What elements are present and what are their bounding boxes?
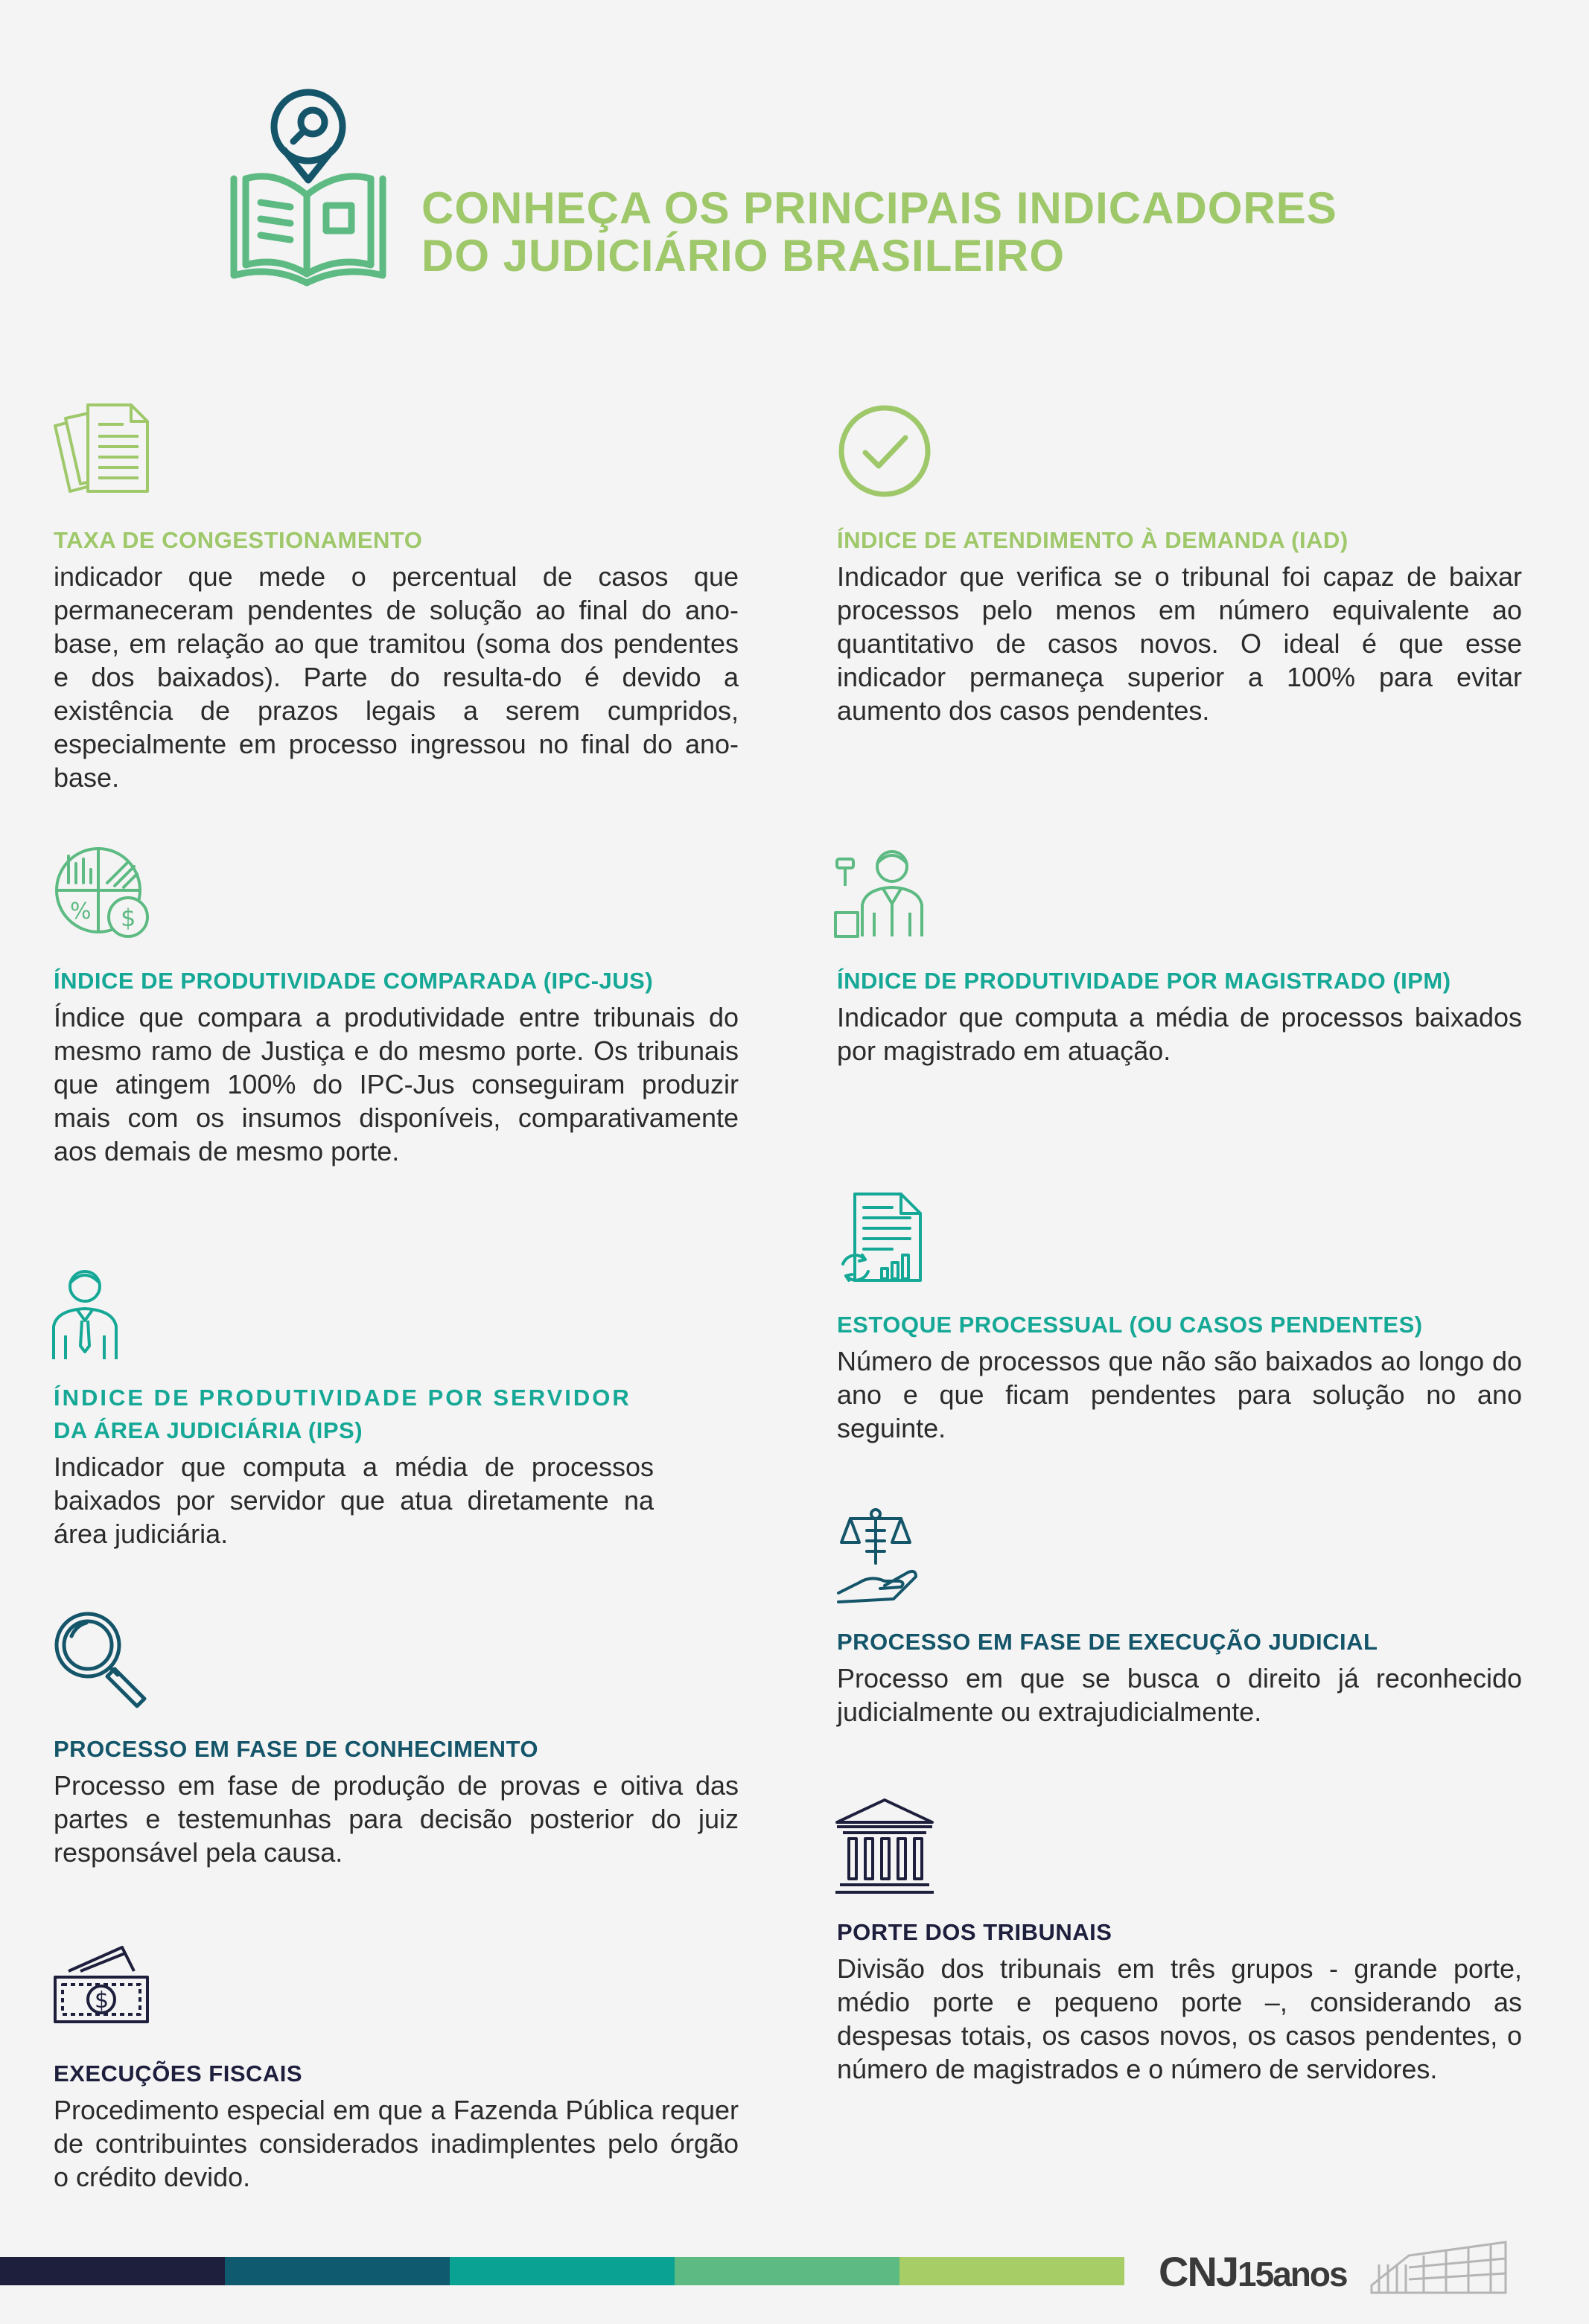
- footer-bar-segment-4: [675, 2257, 899, 2285]
- indicator-porte-tribunais: [837, 1916, 1522, 2086]
- indicator-ipm: [837, 965, 1522, 1067]
- footer-bar-segment-5: [899, 2257, 1124, 2285]
- page-title-line1: CONHEÇA OS PRINCIPAIS INDICADORES: [421, 183, 1337, 233]
- indicator-title: ÍNDICE DE ATENDIMENTO À DEMANDA (IAD): [837, 527, 1348, 553]
- scales-hand-icon: [832, 1504, 937, 1608]
- indicator-text: Número de processos que não são baixados ao longo do ano e que ficam pendentes para solução no ano seguinte.: [837, 1346, 1522, 1443]
- indicator-taxa-congestionamento: [54, 524, 739, 794]
- indicator-title: ÍNDICE DE PRODUTIVIDADE POR MAGISTRADO (IPM): [837, 968, 1451, 994]
- svg-text:$: $: [95, 1988, 109, 2014]
- judge-icon: [832, 841, 937, 945]
- check-circle-icon: [832, 399, 937, 503]
- indicator-conhecimento: [54, 1733, 739, 1869]
- employee-icon: [48, 1264, 152, 1368]
- indicator-text: Indicador que verifica se o tribunal foi capaz de baixar processos pelo menos em número equivalente ao quantitativo de casos novos. O ideal é que esse indicador permaneça superior a 100% para evitar aumento dos casos pendentes.: [837, 561, 1522, 726]
- report-icon: [832, 1188, 937, 1292]
- indicator-title: PORTE DOS TRIBUNAIS: [837, 1919, 1112, 1945]
- indicator-text: Procedimento especial em que a Fazenda Pública requer de contribuintes considerados inadimplentes pelo órgão o crédito devido.: [54, 2095, 739, 2192]
- indicator-title: ÍNDICE DE PRODUTIVIDADE COMPARADA (IPC-JUS): [54, 968, 654, 994]
- indicator-ipc-jus: [54, 965, 739, 1168]
- indicator-title: EXECUÇÕES FISCAIS: [54, 2060, 303, 2087]
- building-logo-icon: [1364, 2226, 1513, 2297]
- svg-text:$: $: [121, 904, 136, 932]
- indicator-title: [54, 1382, 654, 1447]
- pie-chart-icon: [51, 841, 155, 945]
- indicator-title: ESTOQUE PROCESSUAL (OU CASOS PENDENTES): [837, 1312, 1423, 1338]
- cnj-logo-years: 15anos: [1238, 2255, 1347, 2293]
- indicator-iad: [837, 524, 1522, 727]
- cnj-logo-text: CNJ: [1159, 2248, 1238, 2295]
- magnifier-icon: [51, 1609, 155, 1714]
- indicator-text: Indicador que computa a média de processos baixados por magistrado em atuação.: [837, 1002, 1522, 1066]
- indicator-ips: [54, 1382, 654, 1551]
- indicator-text: Processo em fase de produção de provas e oitiva das partes e testemunhas para decisão posterior do juiz responsável pela causa.: [54, 1770, 739, 1868]
- indicator-title: TAXA DE CONGESTIONAMENTO: [54, 527, 423, 553]
- indicator-title-line1: ÍNDICE DE PRODUTIVIDADE POR SERVIDOR: [54, 1385, 631, 1411]
- indicator-text: Processo em que se busca o direito já reconhecido judicialmente ou extrajudicialmente.: [837, 1663, 1522, 1727]
- indicator-title: PROCESSO EM FASE DE EXECUÇÃO JUDICIAL: [837, 1629, 1378, 1655]
- indicator-execucoes-fiscais: [54, 2058, 739, 2194]
- documents-icon: [51, 399, 155, 503]
- indicator-text: Índice que compara a produtividade entre tribunais do mesmo ramo de Justiça e do mesmo porte. Os tribunais que atingem 100% do IPC-Jus conseguiram produzir mais com os insumos disponíveis, comparativamente aos demais de mesmo porte.: [54, 1002, 739, 1166]
- indicator-text: Divisão dos tribunais em três grupos - grande porte, médio porte e pequeno porte –, considerando as despesas totais, os casos novos, os casos pendentes, o número de magistrados e o número de servidores.: [837, 1953, 1522, 2084]
- indicator-text: indicador que mede o percentual de casos que permaneceram pendentes de solução ao final do ano-base, em relação ao que tramitou (soma dos pendentes e dos baixados). Parte do resulta-do é devido a existência de prazos legais a serem cumpridos, especialmente em processo ingressou no final do ano-base.: [54, 561, 739, 793]
- footer-bar-segment-3: [450, 2257, 675, 2285]
- courthouse-icon: [832, 1794, 937, 1898]
- money-icon: [51, 1932, 155, 2037]
- cnj-logo: [1159, 2248, 1347, 2298]
- svg-text:%: %: [70, 898, 92, 925]
- indicator-title: PROCESSO EM FASE DE CONHECIMENTO: [54, 1736, 539, 1762]
- footer-bar-segment-1: [0, 2257, 225, 2285]
- indicator-title-line2: DA ÁREA JUDICIÁRIA (IPS): [54, 1417, 363, 1443]
- book-search-icon: [219, 83, 398, 299]
- page-title-line2: DO JUDICIÁRIO BRASILEIRO: [421, 231, 1066, 281]
- indicator-execucao-judicial: [837, 1626, 1522, 1728]
- page-title: [421, 185, 1337, 280]
- footer-bar-segment-2: [225, 2257, 450, 2285]
- indicator-text: Indicador que computa a média de processos baixados por servidor que atua diretamente na área judiciária.: [54, 1452, 654, 1549]
- indicator-estoque-processual: [837, 1309, 1522, 1445]
